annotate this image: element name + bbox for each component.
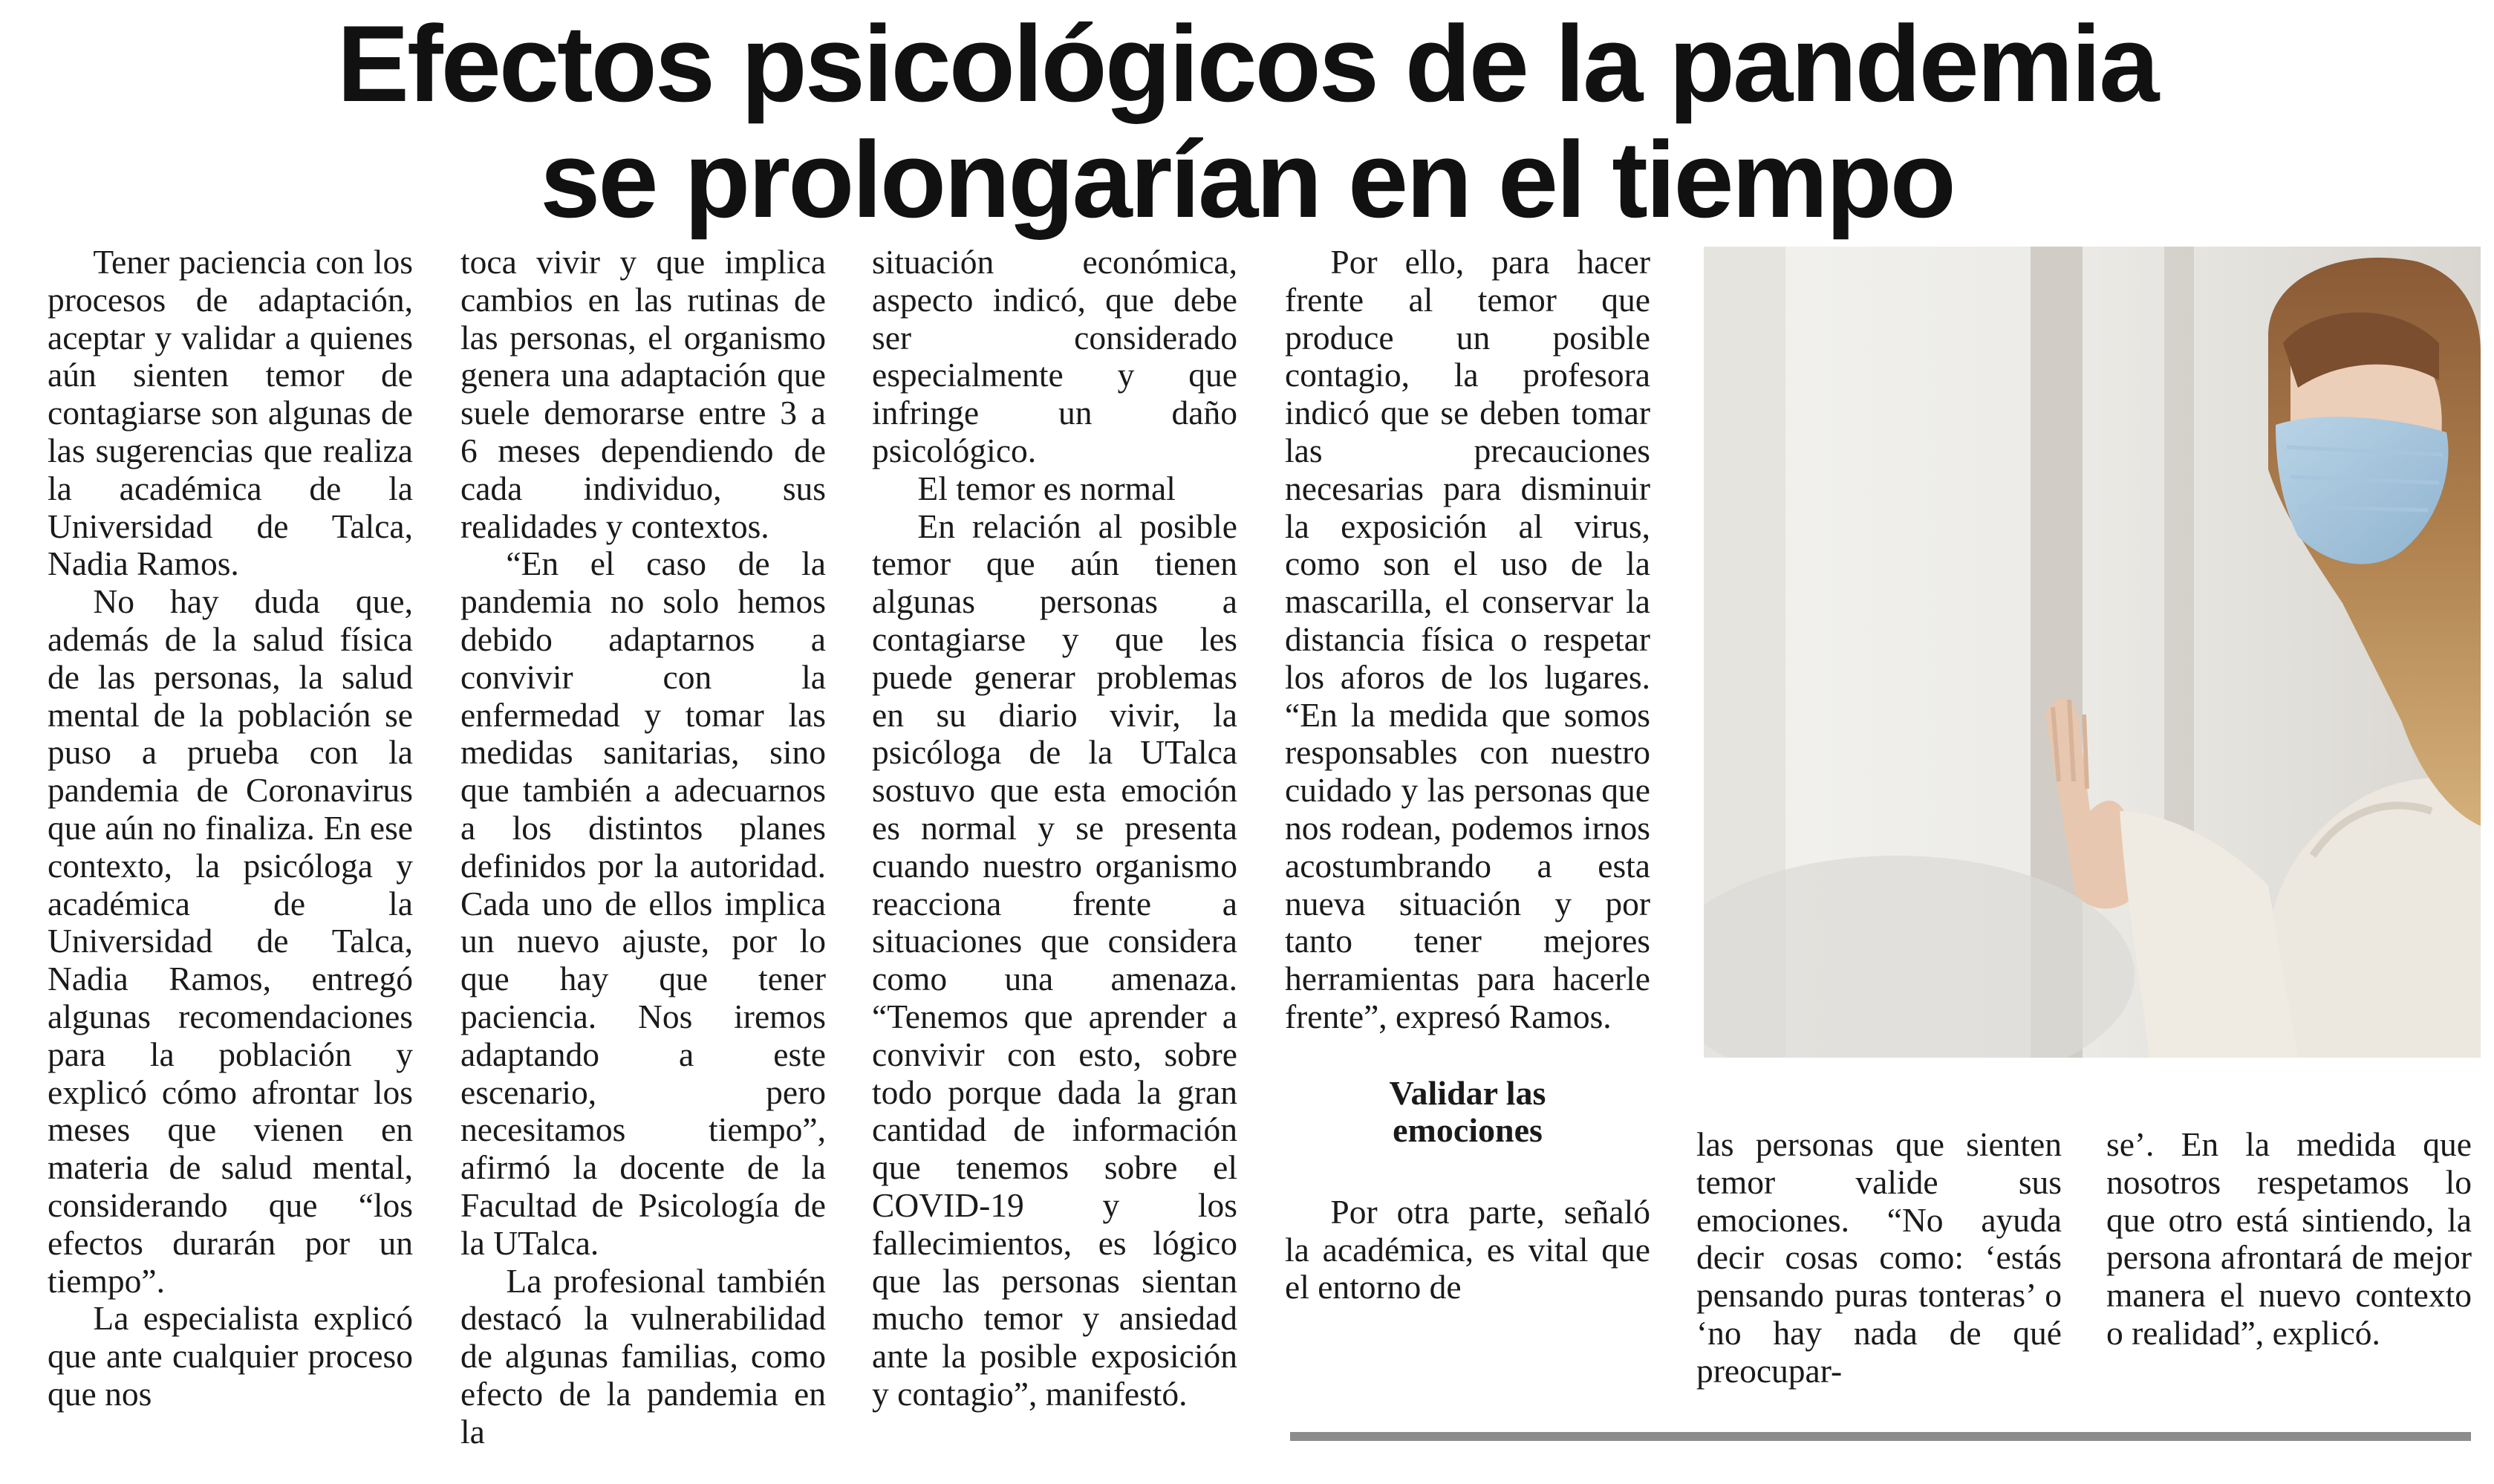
headline (0, 3, 2494, 240)
column-5 (1696, 1126, 2062, 1390)
column-3 (872, 244, 1237, 1413)
subheading-line: emociones (1393, 1110, 1543, 1149)
subheading-temor: El temor es normal (917, 469, 1176, 507)
headline-line-1: Efectos psicológicos de la pandemia (336, 3, 2158, 124)
paragraph: toca vivir y que implica cambios en las rutinas de las personas, el organismo genera una adaptación que suele demorarse entre 3 a 6 meses dependiendo de cada individuo, sus realidades y contextos. (460, 243, 826, 545)
paragraph: No hay duda que, además de la salud física de las personas, la salud mental de la población se puso a prueba con la pandemia de Coronavirus que aún no finaliza. En ese contexto, la psicóloga y académica de la Universidad de Talca, Nadia Ramos, entregó algunas recomendaciones para la población y explicó cómo afrontar los meses que vienen en materia de salud mental, considerando que “los efectos durarán por un tiempo”. (48, 582, 413, 1300)
paragraph: En relación al posible temor que aún tienen algunas personas a contagiarse y que les puede generar problemas en su diario vivir, la psicóloga de la UTalca sostuvo que esta emoción es normal y se presenta cuando nuestro organismo reacciona frente a situaciones que considera como una amenaza. “Tenemos que aprender a convivir con esto, sobre todo porque dada la gran cantidad de información que tenemos sobre el COVID-19 y los fallecimientos, es lógico que las personas sientan mucho temor y ansiedad ante la posible exposición y contagio”, manifestó. (872, 507, 1237, 1413)
paragraph: las personas que sienten temor valide sus emociones. “No ayuda decir cosas como: ‘estás pensando puras tonteras’ o ‘no hay nada de qué preocupar- (1696, 1125, 2062, 1390)
column-1 (48, 244, 413, 1413)
paragraph: “En el caso de la pandemia no solo hemos debido adaptarnos a convivir con la enfermedad y tomar las medidas sanitarias, sino que también a adecuarnos a los distintos planes definidos por la autoridad. Cada uno de ellos implica un nuevo ajuste, por lo que hay que tener paciencia. Nos iremos adaptando a este escenario, pero necesitamos tiempo”, afirmó la docente de la Facultad de Psicología de la UTalca. (460, 544, 826, 1262)
column-2 (460, 244, 826, 1451)
column-6 (2106, 1126, 2472, 1353)
headline-line-2: se prolongarían en el tiempo (540, 119, 1954, 240)
paragraph: Por ello, para hacer frente al temor que produce un posible contagio, la profesora indicó que se deben tomar las precauciones necesarias para disminuir la exposición al virus, como son el uso de la mascarilla, el conservar la distancia física o respetar los aforos de los lugares. “En la medida que somos responsables con nuestro cuidado y las personas que nos rodean, podemos irnos acostumbrando a esta nueva situación y por tanto tener mejores herramientas para hacerle frente”, expresó Ramos. (1285, 243, 1650, 1035)
paragraph: La profesional también destacó la vulnerabilidad de algunas familias, como efecto de la pandemia en la (460, 1261, 826, 1451)
footer-rule (1290, 1432, 2471, 1441)
paragraph: Por otra parte, señaló la académica, es vital que el entorno de (1285, 1192, 1650, 1306)
paragraph: La especialista explicó que ante cualquier proceso que nos (48, 1299, 413, 1413)
subheading-line: Validar las (1389, 1073, 1546, 1112)
photo-illustration (1704, 247, 2481, 1058)
paragraph: Tener paciencia con los procesos de adaptación, aceptar y validar a quienes aún sienten temor de contagiarse son algunas de las sugerencias que realiza la académica de la Universidad de Talca, Nadia Ramos. (48, 243, 413, 583)
photo-woman-with-mask (1704, 247, 2481, 1058)
column-4 (1285, 244, 1650, 1306)
subheading-validar (1285, 1075, 1650, 1149)
paragraph: se’. En la medida que nosotros respetamos lo que otro está sintiendo, la persona afrontará de mejor manera el nuevo contexto o realidad”, explicó. (2106, 1125, 2472, 1352)
paragraph: situación económica, aspecto indicó, que debe ser considerado especialmente y que infringe un daño psicológico. (872, 243, 1237, 469)
